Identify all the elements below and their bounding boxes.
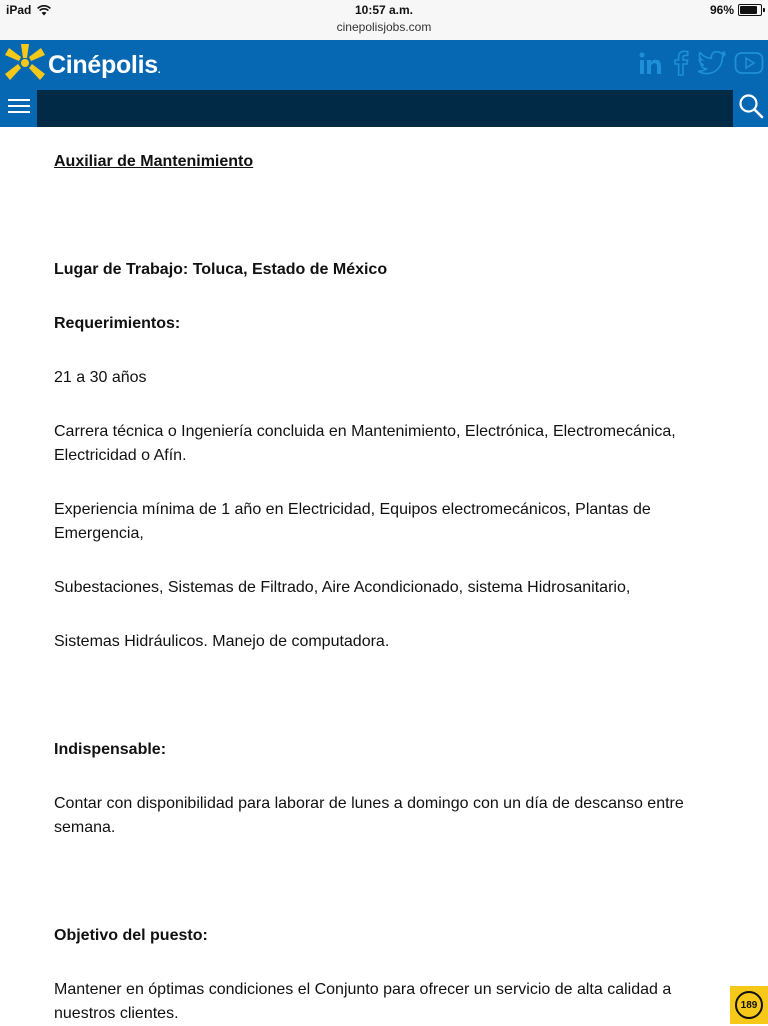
menu-button[interactable] [0,90,37,127]
search-button[interactable] [733,90,768,127]
experience-requirement-3: Sistemas Hidráulicos. Manejo de computadora. [54,633,390,650]
requirements-heading: Requerimientos: [54,315,181,332]
clock: 10:57 a.m. [354,3,414,17]
job-location: Lugar de Trabajo: Toluca, Estado de México [54,261,388,278]
cinepolis-logo[interactable] [4,43,161,88]
search-icon [738,93,764,124]
device-name: iPad [6,3,32,17]
navigation-bar [0,90,768,127]
linkedin-icon[interactable] [638,50,664,81]
objective-text: Mantener en óptimas condiciones el Conjunto para ofrecer un servicio de alta calidad a nuestros clientes. [54,981,672,1022]
address-bar-url[interactable]: cinepolisjobs.com [336,20,432,34]
facebook-icon[interactable] [672,50,690,81]
social-links [638,50,764,81]
indispensable-heading: Indispensable: [54,741,167,758]
hamburger-icon [8,98,30,119]
logo-mark: . [157,65,161,76]
logo-wordmark: Cinépolis [48,51,158,79]
youtube-icon[interactable] [734,51,764,80]
star-logo-icon [4,43,46,88]
battery-percentage: 96% [709,3,734,17]
status-bar [0,0,768,41]
badge-count: 189 [735,991,763,1019]
experience-requirement-2: Subestaciones, Sistemas de Filtrado, Aire Acondicionado, sistema Hidrosanitario, [54,579,631,596]
accessibility-badge-button[interactable] [730,986,768,1024]
age-requirement: 21 a 30 años [54,369,147,386]
twitter-icon[interactable] [698,51,726,80]
objective-heading: Objetivo del puesto: [54,927,208,944]
battery-icon [738,4,762,16]
education-requirement: Carrera técnica o Ingeniería concluida en Mantenimiento, Electrónica, Electromecánica, Electricidad o Afín. [54,423,676,464]
experience-requirement: Experiencia mínima de 1 año en Electricidad, Equipos electromecánicos, Plantas de Emergencia, [54,501,651,542]
availability-requirement: Contar con disponibilidad para laborar de lunes a domingo con un día de descanso entre semana. [54,795,684,836]
job-title: Auxiliar de Mantenimiento [54,153,254,170]
site-header [0,40,768,90]
